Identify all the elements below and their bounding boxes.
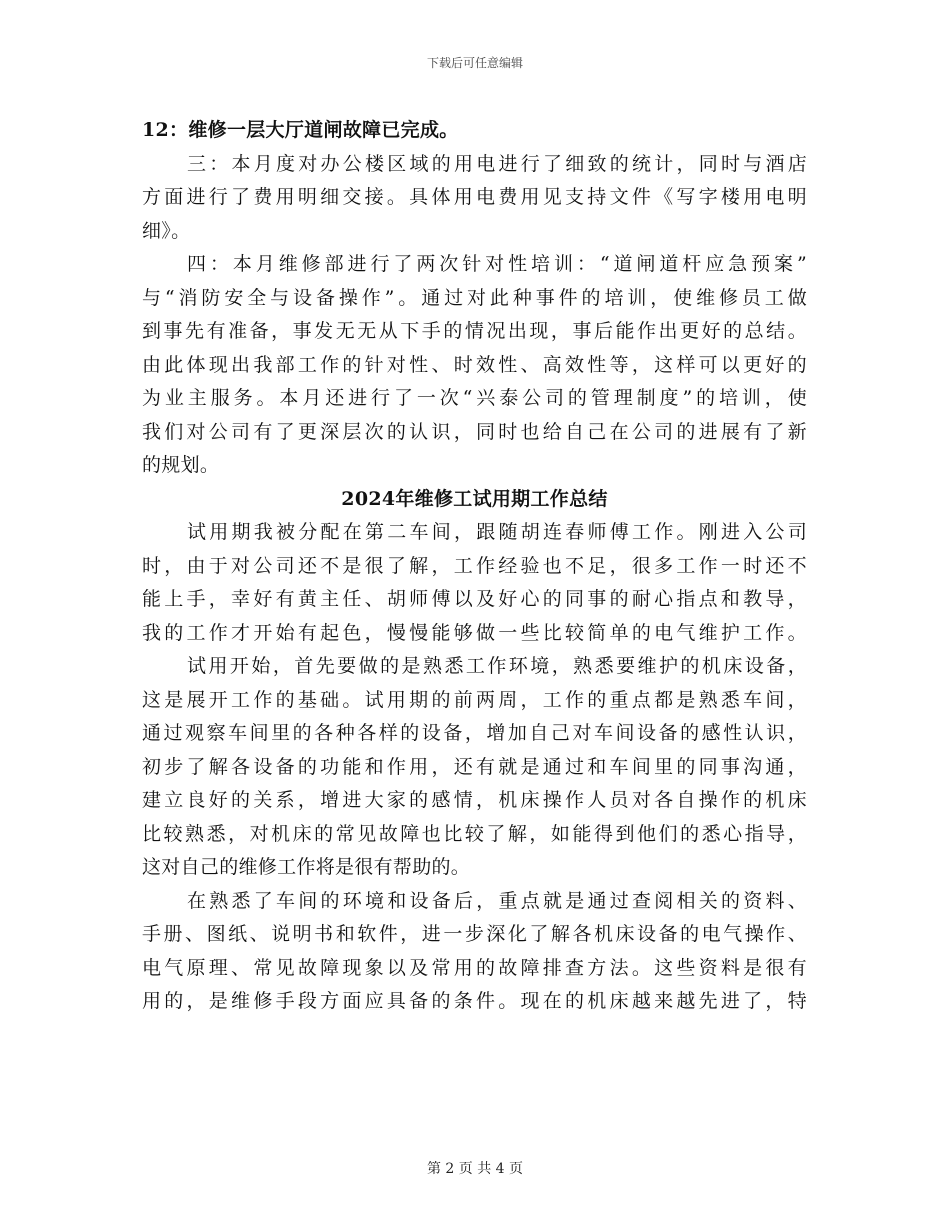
page-header: 下载后可任意编辑 xyxy=(426,56,523,70)
paragraph-line: 这对自己的维修工作将是很有帮助的。 xyxy=(142,856,471,878)
paragraph-line: 试用期我被分配在第二车间，跟随胡连春师傅工作。刚进入公司 xyxy=(187,521,807,543)
paragraph-4-line: 与“消防安全与设备操作”。通过对此种事件的培训，使维修员工做 xyxy=(142,286,807,309)
paragraph-3-line: 三：本月度对办公楼区域的用电进行了细致的统计，同时与酒店 xyxy=(187,152,807,175)
paragraph-line: 在熟悉了车间的环境和设备后，重点就是通过查阅相关的资料、 xyxy=(187,889,807,912)
paragraph-line: 电气原理、常见故障现象以及常用的故障排查方法。这些资料是很有 xyxy=(142,956,807,979)
paragraph-line: 试用开始，首先要做的是熟悉工作环境，熟悉要维护的机床设备， xyxy=(187,655,807,677)
paragraph-line: 建立良好的关系，增进大家的感情，机床操作人员对各自操作的机床 xyxy=(142,789,807,811)
paragraph-line: 通过观察车间里的各种各样的设备，增加自己对车间设备的感性认识， xyxy=(142,722,807,744)
paragraph-3-line: 细》。 xyxy=(142,219,191,242)
paragraph-4-line: 由此体现出我部工作的针对性、时效性、高效性等，这样可以更好的 xyxy=(142,353,807,376)
paragraph-line: 我的工作才开始有起色，慢慢能够做一些比较简单的电气维护工作。 xyxy=(142,621,807,644)
paragraph-line: 这是展开工作的基础。试用期的前两周，工作的重点都是熟悉车间， xyxy=(142,688,807,711)
paragraph-line: 初步了解各设备的功能和作用，还有就是通过和车间里的同事沟通， xyxy=(142,755,807,778)
paragraph-line: 比较熟悉，对机床的常见故障也比较了解，如能得到他们的悉心指导， xyxy=(142,822,807,845)
section-title: 2024年维修工试用期工作总结 xyxy=(341,487,608,510)
paragraph-3-line: 方面进行了费用明细交接。具体用电费用见支持文件《写字楼用电明 xyxy=(142,186,807,208)
paragraph-line: 用的，是维修手段方面应具备的条件。现在的机床越来越先进了，特 xyxy=(142,990,807,1012)
item-12-line: 12：维修一层大厅道闸故障已完成。 xyxy=(142,119,459,141)
paragraph-line: 时，由于对公司还不是很了解，工作经验也不足，很多工作一时还不 xyxy=(142,554,807,577)
paragraph-line: 能上手，幸好有黄主任、胡师傅以及好心的同事的耐心指点和教导， xyxy=(142,588,807,610)
paragraph-4-line: 到事先有准备，事发无无从下手的情况出现，事后能作出更好的总结。 xyxy=(142,320,807,342)
paragraph-4-line: 四：本月维修部进行了两次针对性培训：“道闸道杆应急预案” xyxy=(187,253,807,275)
document-body xyxy=(142,114,807,1019)
paragraph-4-line: 的规划。 xyxy=(142,454,220,476)
paragraph-line: 手册、图纸、说明书和软件，进一步深化了解各机床设备的电气操作、 xyxy=(142,923,807,945)
page-footer: 第 2 页 共 4 页 xyxy=(426,1161,524,1177)
paragraph-4-line: 为业主服务。本月还进行了一次“兴泰公司的管理制度”的培训，使 xyxy=(142,387,807,409)
paragraph-4-line: 我们对公司有了更深层次的认识，同时也给自己在公司的进展有了新 xyxy=(142,420,807,443)
